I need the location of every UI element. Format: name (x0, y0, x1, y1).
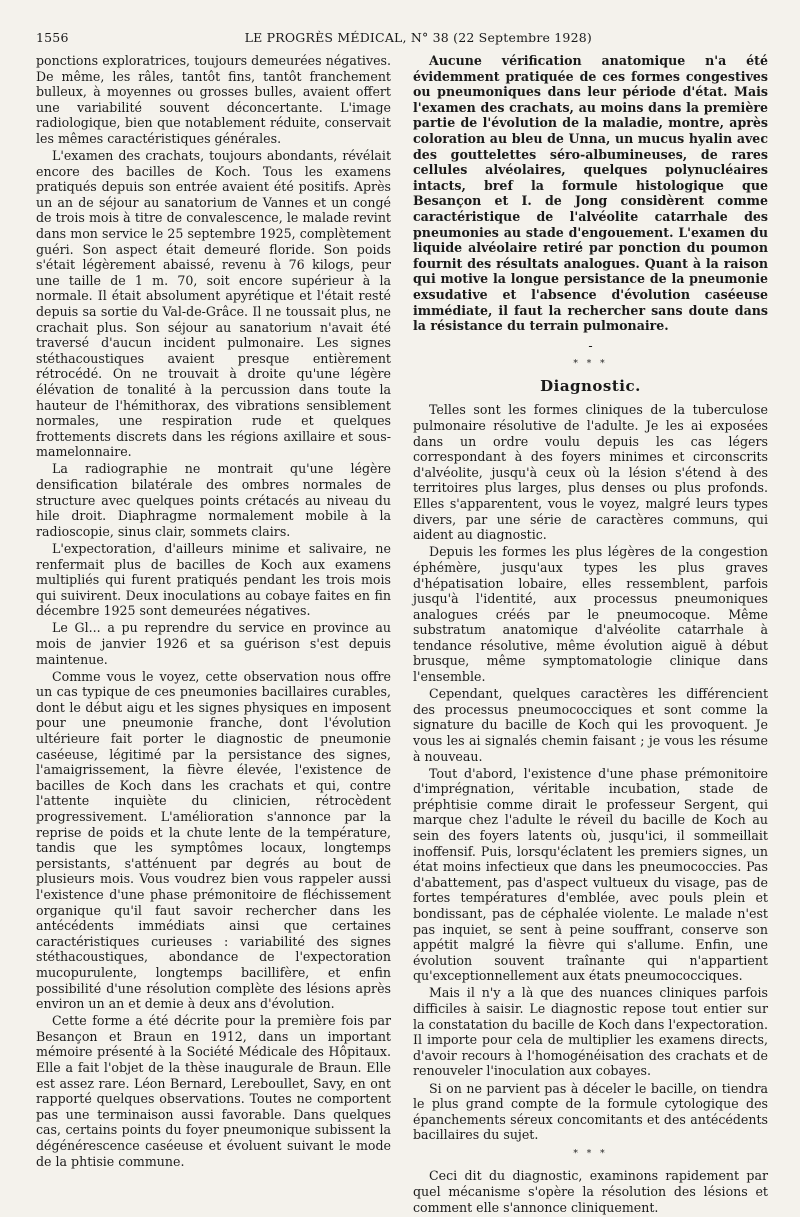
paragraph: Telles sont les formes cliniques de la tuberculose pulmonaire résolutive de l'adulte. Je les ai exposées dans un ordre voulu depuis les cas légers correspondant à des foyers minimes et circonscrits d'alvéolite, jusqu'à ceux où la lésion s'étend à des territoires plus larges, plus denses ou plus profonds. Elles s'apparentent, vous le voyez, malgré leurs types divers, par une série de caractères communs, qui aident au diagnostic. (413, 402, 768, 543)
paragraph: L'examen des crachats, toujours abondants, révélait encore des bacilles de Koch. Tous les examens pratiqués depuis son entrée avaient été positifs. Après un an de séjour au sanatorium de Vannes et un congé de trois mois à titre de convalescence, le malade revint dans mon service le 25 septembre 1925, complètement guéri. Son aspect était demeuré floride. Son poids s'était légèrement abaissé, revenu à 76 kilogs, peur une taille de 1 m. 70, soit encore supérieur à la normale. Il était absolument apyrétique et l'était resté depuis sa sortie du Val-de-Grâce. Il ne toussait plus, ne crachait plus. Son séjour au sanatorium n'avait été traversé d'aucun incident pulmonaire. Les signes stéthacoustiques avaient presque entièrement rétrocédé. On ne trouvait à droite qu'une légère élévation de tonalité à la percussion dans toute la hauteur de l'hémithorax, des vibrations sensiblement normales, une respiration rude et quelques frottements discrets dans les régions axillaire et sous-mamelonnaire. (36, 148, 391, 460)
right-column (413, 53, 768, 1217)
section-heading: Diagnostic. (540, 376, 641, 395)
paragraph: Si on ne parvient pas à déceler le bacille, on tiendra le plus grand compte de la formule cytologique des épanchements séreux concomitants et des antécédents bacillaires du sujet. (413, 1080, 768, 1143)
paragraph: Le Gl... a pu reprendre du service en province au mois de janvier 1926 et sa guérison s'est depuis maintenue. (36, 620, 391, 667)
left-column (36, 53, 391, 1217)
paragraph: Tout d'abord, l'existence d'une phase prémonitoire d'imprégnation, véritable incubation, stade de préphtisie comme dirait le professeur Sergent, qui marque chez l'adulte le réveil du bacille de Koch au sein des foyers latents où, jusqu'ici, il sommeillait inoffensif. Puis, lorsqu'éclatent les premiers signes, un état moins infectieux que dans les pneumococcies. Pas d'abattement, pas d'aspect vultueux du visage, pas de fortes températures d'emblée, avec pouls plein et bondissant, pas de céphalée violente. Le malade n'est pas inquiet, se sent à peine souffrant, conserve son appétit malgré la fièvre qui s'allume. Enfin, une évolution souvent traînante qui n'appartient qu'exceptionnellement aux états pneumococciques. (413, 765, 768, 984)
paragraph: L'expectoration, d'ailleurs minime et salivaire, ne renfermait plus de bacilles de Koch aux examens multipliés qui furent pratiqués pendant les trois mois qui suivirent. Deux inoculations au cobaye faites en fin décembre 1925 sont demeurées négatives. (36, 540, 391, 619)
paragraph: La radiographie ne montrait qu'une légère densification bilatérale des ombres normales de structure avec quelques points crétacés au niveau du hile droit. Diaphragme normalement mobile à la radioscopie, sinus clair, sommets clairs. (36, 461, 391, 539)
paragraph: Cependant, quelques caractères les différencient des processus pneumococciques et sont comme la signature du bacille de Koch qui les provoquent. Je vous les ai signalés chemin faisant ; je vous les résume à nouveau. (413, 686, 768, 764)
paragraph: Ceci dit du diagnostic, examinons rapidement par quel mécanisme s'opère la résolution des lésions et comment elle s'annonce cliniquement. (413, 1168, 768, 1215)
paragraph: Cette forme a été décrite pour la première fois par Besançon et Braun en 1912, dans un important mémoire présenté à la Société Médicale des Hôpitaux. Elle a fait l'objet de la thèse inaugurale de Braun. Elle est assez rare. Léon Bernard, Lereboullet, Savy, en ont rapporté quelques observations. Toutes ne comportent pas une terminaison aussi favorable. Dans quelques cas, certains points du foyer pneumonique subissent la dégénérescence caséeuse et évoluent suivant le mode de la phtisie commune. (36, 1013, 391, 1169)
journal-title: LE PROGRÈS MÉDICAL, N° 38 (22 Septembre 1928) (244, 30, 592, 45)
paragraph: Comme vous le voyez, cette observation nous offre un cas typique de ces pneumonies bacillaires curables, dont le début aigu et les signes physiques en imposent pour une pneumonie franche, dont l'évolution ultérieure fait porter le diagnostic de pneumonie caséeuse, légitimé par la persistance des signes, l'amaigrissement, la fièvre élevée, l'existence de bacilles de Koch dans les crachats et qui, contre l'attente inquiète du clinicien, rétrocèdent progressivement. L'amélioration s'annonce par la reprise de poids et la chute lente de la température, tandis que les symptômes locaux, longtemps persistants, s'atténuent par degrés au bout de plusieurs mois. Vous voudrez bien vous rappeler aussi l'existence d'une phase prémonitoire de fléchissement organique qu'il faut savoir rechercher dans les antécédents immédiats ainsi que certaines caractéristiques curieuses : variabilité des signes stéthacoustiques, abondance de l'expectoration mucopurulente, longtemps bacillifère, et enfin possibilité d'une résolution complète des lésions après environ un an et demie à deux ans d'évolution. (36, 668, 391, 1012)
article-columns (36, 53, 768, 1217)
section-separator: * * * (573, 359, 608, 370)
paragraph: Mais il n'y a là que des nuances cliniques parfois difficiles à saisir. Le diagnostic repose tout entier sur la constatation du bacille de Koch dans l'expectoration. Il importe pour cela de multiplier les examens directs, d'avoir recours à l'homogénéisation des crachats et de renouveler l'inoculation aux cobayes. (413, 985, 768, 1079)
page-header (36, 30, 768, 45)
paragraph: Aucune vérification anatomique n'a été évidemment pratiquée de ces formes congestives ou pneumoniques dans leur période d'état. Mais l'examen des crachats, au moins dans la première partie de l'évolution de la maladie, montre, après coloration au bleu de Unna, un mucus hyalin avec des gouttelettes séro-albumineuses, de rares cellules alvéolaires, quelques polynucléaires intacts, bref la formule histologique que Besançon et I. de Jong considèrent comme caractéristique de l'alvéolite catarrhale des pneumonies au stade d'engouement. L'examen du liquide alvéolaire retiré par ponction du poumon fournit des résultats analogues. Quant à la raison qui motive la longue persistance de la pneumonie exsudative et l'absence d'évolution caséeuse immédiate, il faut la rechercher sans doute dans la résistance du terrain pulmonaire. (413, 53, 768, 334)
section-separator: * * * (573, 1148, 608, 1159)
paragraph: Depuis les formes les plus légères de la congestion éphémère, jusqu'aux types les plus graves d'hépatisation lobaire, elles ressemblent, parfois jusqu'à l'identité, aux processus pneumoniques analogues créés par le pneumocoque. Même substratum anatomique d'alvéolite catarrhale à tendance résolutive, même évolution aiguë à début brusque, même symptomatologie clinique dans l'ensemble. (413, 544, 768, 685)
page-number: 1556 (36, 30, 69, 45)
paragraph: ponctions exploratrices, toujours demeurées négatives. De même, les râles, tantôt fins, tantôt franchement bulleux, à moyennes ou grosses bulles, avaient offert une variabilité souvent déconcertante. L'image radiologique, bien que notablement réduite, conservait les mêmes caractéristiques générales. (36, 53, 391, 146)
section-dash: - (588, 337, 593, 353)
